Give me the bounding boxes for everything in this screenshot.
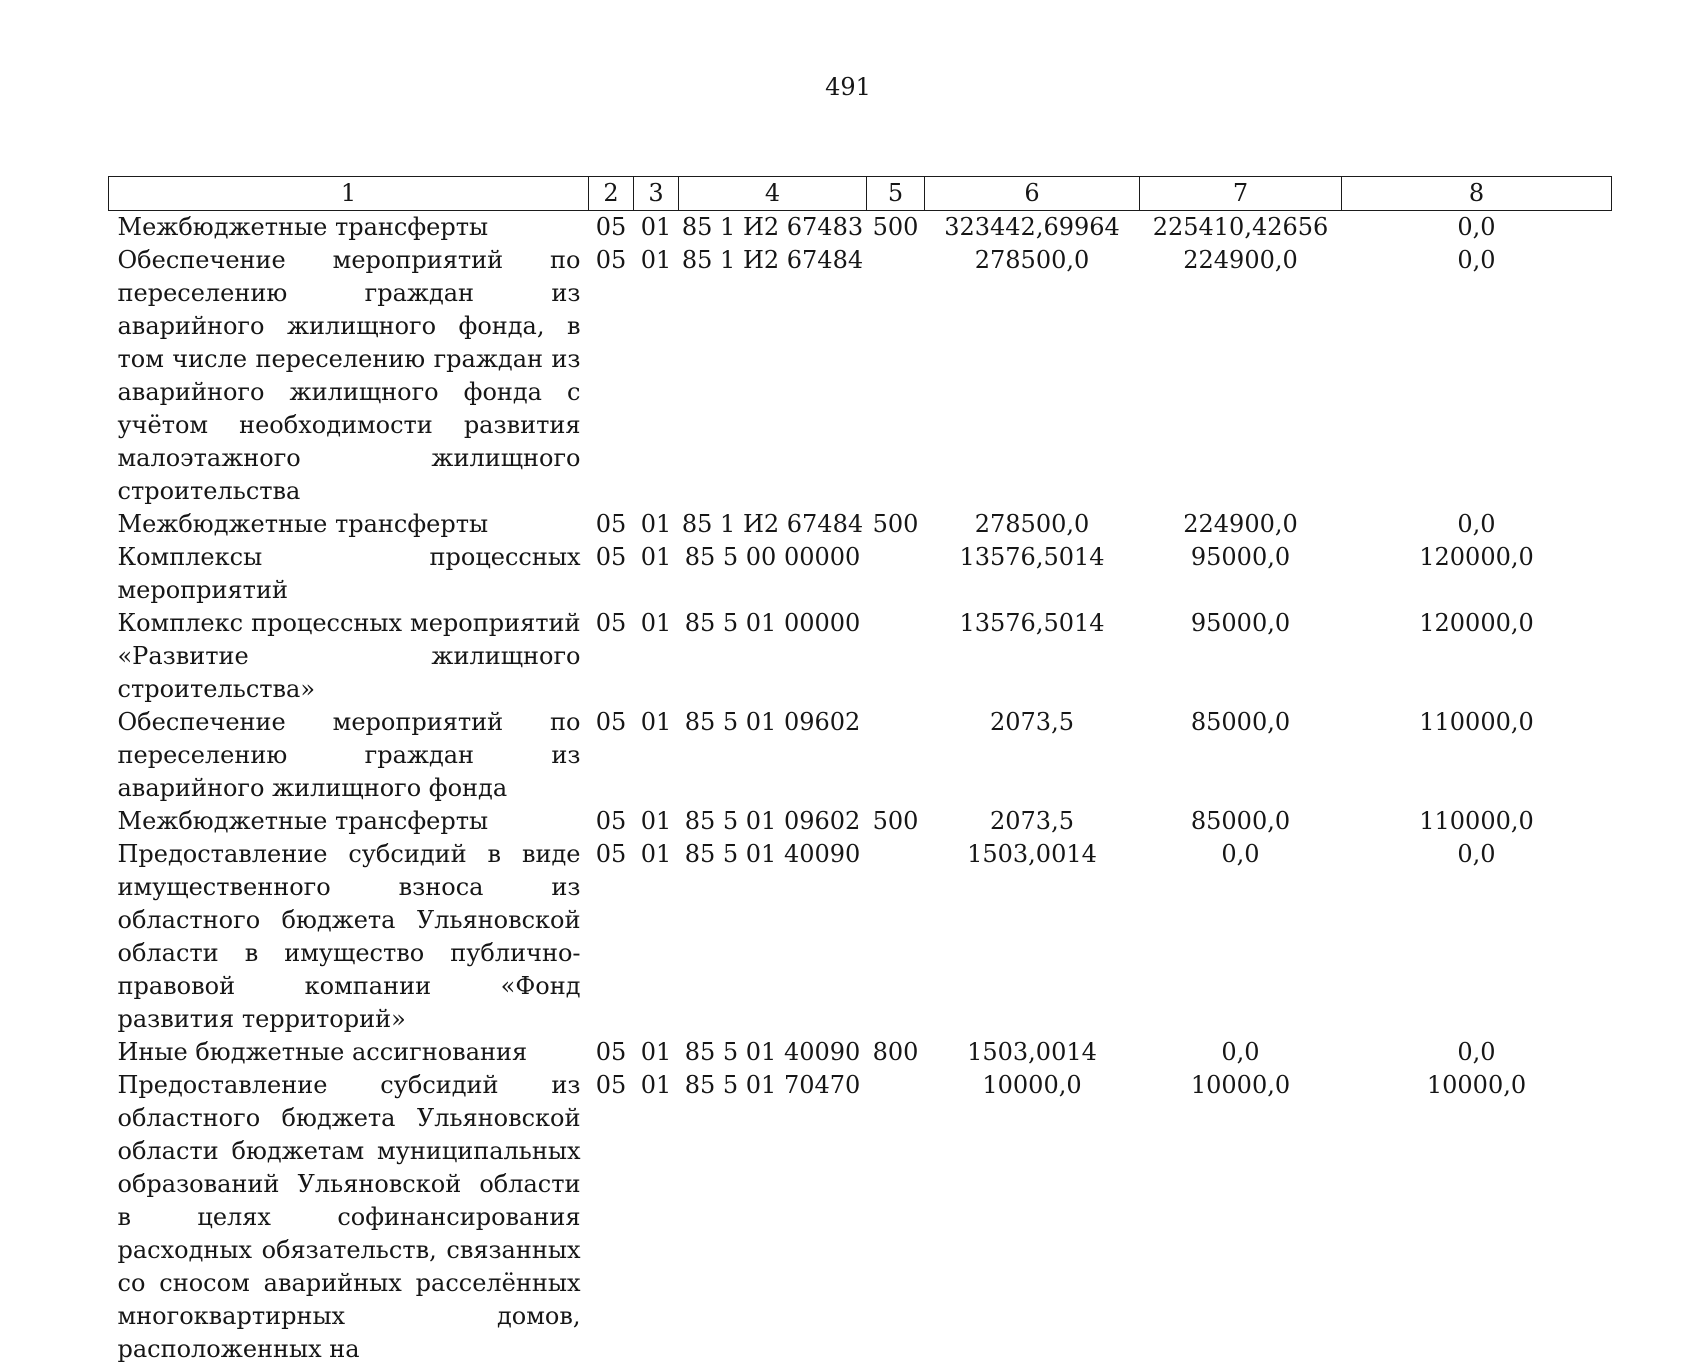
row-target-item-cell: 85 5 01 09602 [679, 805, 867, 838]
row-subsection-cell: 01 [634, 838, 679, 1036]
row-subsection-cell: 01 [634, 541, 679, 607]
row-expense-type-cell [867, 244, 925, 508]
row-name-cell: Комплексы процессных мероприятий [109, 541, 589, 607]
row-amount-col8-cell: 0,0 [1342, 211, 1612, 245]
header-cell-4: 4 [679, 177, 867, 211]
row-section-cell: 05 [589, 1069, 634, 1366]
row-amount-col6-cell: 13576,5014 [925, 607, 1140, 706]
row-amount-col8-cell: 110000,0 [1342, 706, 1612, 805]
row-amount-col6-cell: 10000,0 [925, 1069, 1140, 1366]
row-expense-type-cell [867, 706, 925, 805]
row-amount-col8-cell: 10000,0 [1342, 1069, 1612, 1366]
header-cell-5: 5 [867, 177, 925, 211]
page-number: 491 [0, 72, 1696, 102]
row-target-item-cell: 85 5 01 00000 [679, 607, 867, 706]
row-subsection-cell: 01 [634, 805, 679, 838]
row-name-cell: Предоставление субсидий из областного бюджета Ульяновской области бюджетам муниципальных образований Ульяновской области в целях софинансирования расходных обязательств, связанных со сносом аварийных расселённых многоквартирных домов, расположенных на [109, 1069, 589, 1366]
row-section-cell: 05 [589, 1036, 634, 1069]
row-name-cell: Предоставление субсидий в виде имущественного взноса из областного бюджета Ульяновской области в имущество публично-правовой компании «Фонд развития территорий» [109, 838, 589, 1036]
table-row [109, 1036, 1612, 1069]
row-section-cell: 05 [589, 211, 634, 245]
row-name-cell: Обеспечение мероприятий по переселению граждан из аварийного жилищного фонда, в том числе переселению граждан из аварийного жилищного фонда с учётом необходимости развития малоэтажного жилищного строительства [109, 244, 589, 508]
row-amount-col8-cell: 110000,0 [1342, 805, 1612, 838]
row-amount-col6-cell: 1503,0014 [925, 1036, 1140, 1069]
row-expense-type-cell: 500 [867, 805, 925, 838]
row-amount-col8-cell: 120000,0 [1342, 541, 1612, 607]
header-cell-2: 2 [589, 177, 634, 211]
row-subsection-cell: 01 [634, 706, 679, 805]
row-amount-col7-cell: 85000,0 [1140, 706, 1342, 805]
row-expense-type-cell: 500 [867, 508, 925, 541]
table-row [109, 1069, 1612, 1366]
row-subsection-cell: 01 [634, 607, 679, 706]
row-expense-type-cell: 500 [867, 211, 925, 245]
row-name-cell: Иные бюджетные ассигнования [109, 1036, 589, 1069]
row-section-cell: 05 [589, 508, 634, 541]
row-target-item-cell: 85 5 01 40090 [679, 1036, 867, 1069]
row-amount-col6-cell: 2073,5 [925, 805, 1140, 838]
row-amount-col7-cell: 0,0 [1140, 1036, 1342, 1069]
row-subsection-cell: 01 [634, 1069, 679, 1366]
row-target-item-cell: 85 5 01 70470 [679, 1069, 867, 1366]
row-amount-col7-cell: 224900,0 [1140, 508, 1342, 541]
table-row [109, 607, 1612, 706]
table-row [109, 508, 1612, 541]
row-amount-col6-cell: 2073,5 [925, 706, 1140, 805]
row-amount-col6-cell: 278500,0 [925, 244, 1140, 508]
row-expense-type-cell [867, 838, 925, 1036]
row-name-cell: Межбюджетные трансферты [109, 211, 589, 245]
row-target-item-cell: 85 5 01 40090 [679, 838, 867, 1036]
row-amount-col7-cell: 0,0 [1140, 838, 1342, 1036]
row-amount-col8-cell: 120000,0 [1342, 607, 1612, 706]
row-amount-col8-cell: 0,0 [1342, 838, 1612, 1036]
header-cell-1: 1 [109, 177, 589, 211]
row-amount-col6-cell: 323442,69964 [925, 211, 1140, 245]
row-section-cell: 05 [589, 244, 634, 508]
row-amount-col8-cell: 0,0 [1342, 508, 1612, 541]
row-amount-col6-cell: 278500,0 [925, 508, 1140, 541]
row-expense-type-cell [867, 1069, 925, 1366]
row-amount-col7-cell: 95000,0 [1140, 541, 1342, 607]
row-section-cell: 05 [589, 541, 634, 607]
row-name-cell: Комплекс процессных мероприятий «Развитие жилищного строительства» [109, 607, 589, 706]
table-body [109, 211, 1612, 1366]
row-target-item-cell: 85 5 00 00000 [679, 541, 867, 607]
row-section-cell: 05 [589, 706, 634, 805]
header-cell-7: 7 [1140, 177, 1342, 211]
row-subsection-cell: 01 [634, 508, 679, 541]
row-amount-col6-cell: 13576,5014 [925, 541, 1140, 607]
header-cell-8: 8 [1342, 177, 1612, 211]
row-subsection-cell: 01 [634, 211, 679, 245]
header-cell-6: 6 [925, 177, 1140, 211]
row-amount-col7-cell: 10000,0 [1140, 1069, 1342, 1366]
row-name-cell: Обеспечение мероприятий по переселению граждан из аварийного жилищного фонда [109, 706, 589, 805]
row-expense-type-cell [867, 541, 925, 607]
row-section-cell: 05 [589, 838, 634, 1036]
budget-table [108, 176, 1612, 1366]
row-target-item-cell: 85 5 01 09602 [679, 706, 867, 805]
row-name-cell: Межбюджетные трансферты [109, 508, 589, 541]
row-target-item-cell: 85 1 И2 67484 [679, 244, 867, 508]
table-row [109, 244, 1612, 508]
row-amount-col8-cell: 0,0 [1342, 244, 1612, 508]
row-target-item-cell: 85 1 И2 67484 [679, 508, 867, 541]
row-section-cell: 05 [589, 607, 634, 706]
row-section-cell: 05 [589, 805, 634, 838]
table-row [109, 541, 1612, 607]
row-name-cell: Межбюджетные трансферты [109, 805, 589, 838]
row-expense-type-cell [867, 607, 925, 706]
row-amount-col8-cell: 0,0 [1342, 1036, 1612, 1069]
table-row [109, 706, 1612, 805]
header-row [109, 177, 1612, 211]
row-amount-col6-cell: 1503,0014 [925, 838, 1140, 1036]
table-row [109, 211, 1612, 245]
row-amount-col7-cell: 225410,42656 [1140, 211, 1342, 245]
row-amount-col7-cell: 224900,0 [1140, 244, 1342, 508]
row-amount-col7-cell: 85000,0 [1140, 805, 1342, 838]
row-subsection-cell: 01 [634, 244, 679, 508]
header-cell-3: 3 [634, 177, 679, 211]
table-row [109, 805, 1612, 838]
row-target-item-cell: 85 1 И2 67483 [679, 211, 867, 245]
row-subsection-cell: 01 [634, 1036, 679, 1069]
table-row [109, 838, 1612, 1036]
row-amount-col7-cell: 95000,0 [1140, 607, 1342, 706]
row-expense-type-cell: 800 [867, 1036, 925, 1069]
